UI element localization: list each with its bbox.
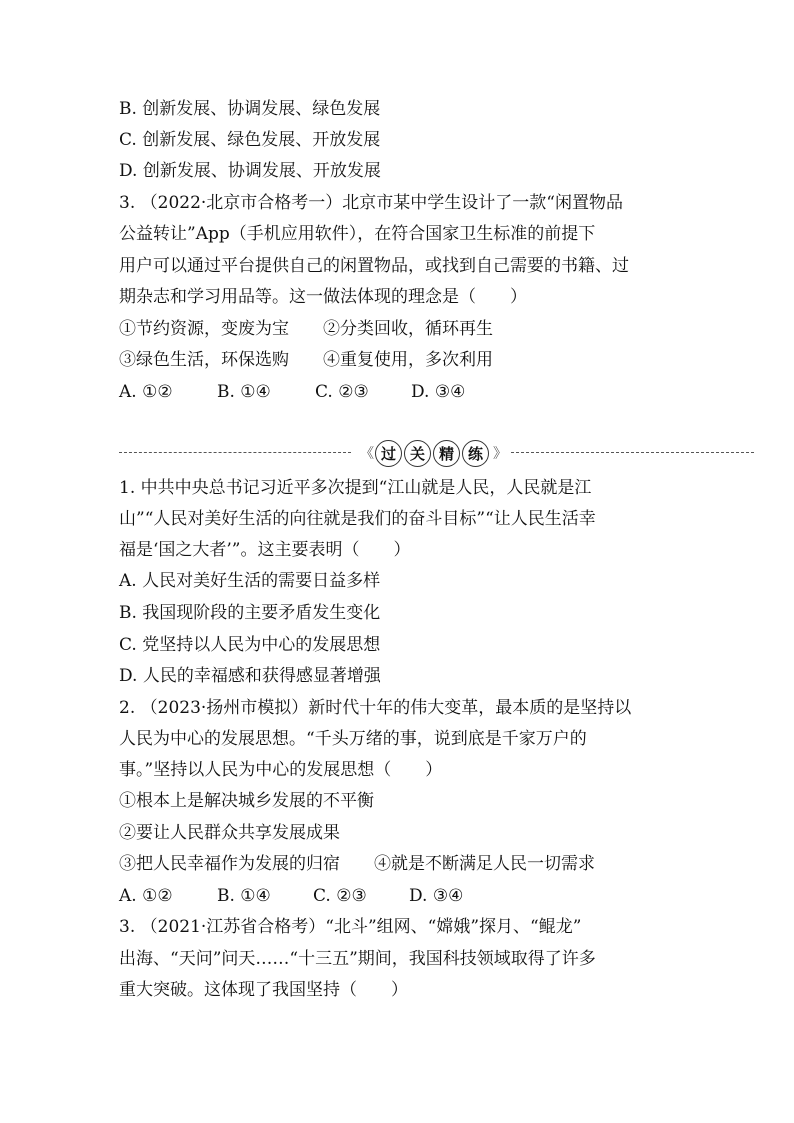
q1-line-3: 福是‘国之大者’”。这主要表明（ ） bbox=[119, 540, 411, 560]
section-title-badge bbox=[357, 439, 507, 467]
option-c-line: C. 创新发展、绿色发展、开放发展 bbox=[119, 130, 381, 150]
section-divider bbox=[119, 438, 754, 468]
answer-option-a: A. ①② bbox=[119, 382, 173, 402]
answer-options bbox=[119, 380, 465, 404]
question-3-line-1: 3. （2022·北京市合格考一）北京市某中学生设计了一款“闲置物品 bbox=[119, 193, 623, 213]
q3-line-3: 重大突破。这体现了我国坚持（ ） bbox=[119, 980, 408, 1000]
divider-dashed-line-right bbox=[511, 452, 754, 453]
answer-option-d: D. ③④ bbox=[411, 382, 466, 402]
section-title-char: 关 bbox=[404, 440, 431, 467]
option-b-line: B. 创新发展、协调发展、绿色发展 bbox=[119, 99, 381, 119]
q3-line-1: 3. （2021·江苏省合格考）“北斗”组网、“嫦娥”探月、“鲲龙” bbox=[119, 917, 582, 937]
section-title-char: 精 bbox=[433, 440, 460, 467]
statement-line-2: ③绿色生活，环保选购 ④重复使用，多次利用 bbox=[119, 350, 493, 370]
question-3-line-2: 公益转让”App（手机应用软件），在符合国家卫生标准的前提下 bbox=[119, 224, 596, 244]
chevron-left-icon: 《 bbox=[360, 446, 371, 462]
q2-line-2: 人民为中心的发展思想。“千头万绪的事，说到底是千家万户的 bbox=[119, 729, 587, 749]
q2-statement-3-4: ③把人民幸福作为发展的归宿 ④就是不断满足人民一切需求 bbox=[119, 854, 595, 874]
answer-option-c: C. ②③ bbox=[313, 886, 367, 906]
answer-option-a: A. ①② bbox=[119, 886, 173, 906]
q2-line-1: 2. （2023·扬州市模拟）新时代十年的伟大变革，最本质的是坚持以 bbox=[119, 698, 632, 718]
q1-option-b: B. 我国现阶段的主要矛盾发生变化 bbox=[119, 603, 381, 623]
q3-line-2: 出海、“天问”问天……“十三五”期间，我国科技领域取得了许多 bbox=[119, 949, 596, 969]
divider-dashed-line-left bbox=[119, 452, 351, 453]
section-title-char: 练 bbox=[462, 440, 489, 467]
answer-option-b: B. ①④ bbox=[217, 886, 271, 906]
q1-option-c: C. 党坚持以人民为中心的发展思想 bbox=[119, 635, 381, 655]
q1-option-d: D. 人民的幸福感和获得感显著增强 bbox=[119, 666, 381, 686]
answer-option-d: D. ③④ bbox=[409, 886, 464, 906]
option-d-line: D. 创新发展、协调发展、开放发展 bbox=[119, 161, 381, 181]
q1-line-2: 山”“人民对美好生活的向往就是我们的奋斗目标”“让人民生活幸 bbox=[119, 509, 596, 529]
q2-answer-options bbox=[119, 884, 463, 908]
answer-option-b: B. ①④ bbox=[217, 382, 271, 402]
section-title-char: 过 bbox=[375, 440, 402, 467]
answer-option-c: C. ②③ bbox=[315, 382, 369, 402]
statement-line-1: ①节约资源，变废为宝 ②分类回收，循环再生 bbox=[119, 319, 493, 339]
q1-option-a: A. 人民对美好生活的需要日益多样 bbox=[119, 571, 381, 591]
q1-line-1: 1. 中共中央总书记习近平多次提到“江山就是人民，人民就是江 bbox=[119, 478, 592, 498]
q2-statement-2: ②要让人民群众共享发展成果 bbox=[119, 823, 340, 843]
question-3-line-4: 期杂志和学习用品等。这一做法体现的理念是（ ） bbox=[119, 287, 527, 307]
q2-line-3: 事。”坚持以人民为中心的发展思想（ ） bbox=[119, 760, 443, 780]
question-3-line-3: 用户可以通过平台提供自己的闲置物品，或找到自己需要的书籍、过 bbox=[119, 256, 629, 276]
q2-statement-1: ①根本上是解决城乡发展的不平衡 bbox=[119, 791, 374, 811]
chevron-right-icon: 》 bbox=[493, 446, 504, 462]
